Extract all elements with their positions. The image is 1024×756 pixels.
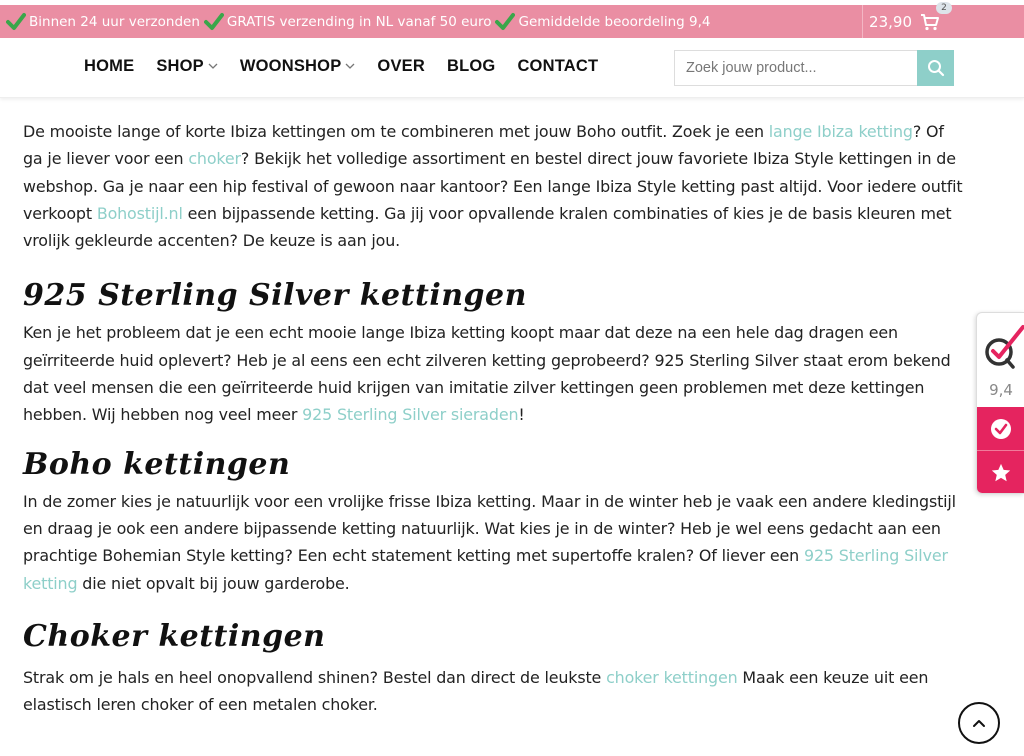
usp-rating (495, 12, 710, 32)
nav-label: WOONSHOP (239, 57, 342, 75)
link-lange-ibiza-ketting[interactable]: lange Ibiza ketting (768, 122, 913, 141)
link-sterling-silver-ketting[interactable]: 925 Sterling Silver ketting (23, 546, 948, 593)
text: Ken je het probleem dat je een echt mooie lange Ibiza ketting koopt maar dat deze na een hele dag dragen een geïrriteerde huid oplevert? Heb je al eens een echt zilveren ketting geprobeerd? 925 Sterling Silver staat erom bekend dat veel mensen die een geïrriteerde huid krijgen van imitatie zilver kettingen geen problemen met deze kettingen hebben. Wij hebben nog veel meer (23, 323, 951, 425)
star-icon (990, 462, 1012, 484)
cart-count-badge: 2 (936, 2, 952, 14)
main-nav (84, 57, 620, 76)
text: ! (518, 405, 525, 425)
cart-total: 23,90 (869, 12, 912, 31)
text: ? Bekijk het volledige assortiment en bestel direct jouw favoriete Ibiza Style kettingen in de webshop. Ga je naar een hip festival of gewoon naar kantoor? Een lange Ibiza Style ketting past altijd. Voor iedere outfit verkoopt (23, 149, 963, 223)
section-paragraph (23, 664, 963, 719)
nav-label: OVER (377, 57, 425, 75)
rating-star-row (977, 451, 1024, 494)
cart-icon (920, 13, 940, 31)
check-icon (6, 12, 26, 32)
section-paragraph (23, 319, 963, 428)
check-icon (495, 12, 515, 32)
main-header (0, 38, 1024, 98)
arrow-up-icon (972, 718, 986, 728)
usp-free-shipping (204, 12, 492, 32)
nav-item-shop[interactable] (156, 57, 218, 76)
section-heading: Choker kettingen (23, 618, 326, 654)
nav-label: SHOP (156, 57, 204, 75)
chevron-down-icon (208, 63, 218, 70)
section-paragraph (23, 488, 963, 597)
text: een bijpassende ketting. Ga jij voor opvallende kralen combinaties of kies je de basis kleuren met vrolijk gekleurde accenten? De keuze is aan jou. (23, 203, 952, 251)
text: Strak om je hals en heel onopvallend shinen? Bestel dan direct de leukste (23, 667, 607, 687)
link-sterling-silver-sieraden[interactable]: 925 Sterling Silver sieraden (302, 405, 519, 425)
main-content (23, 118, 963, 718)
usp-label: Binnen 24 uur verzonden (29, 13, 200, 30)
rating-widget[interactable] (976, 312, 1024, 494)
nav-item-over[interactable] (377, 57, 425, 76)
search-icon (927, 59, 945, 77)
text: ? Of ga je liever voor een (23, 122, 944, 169)
usp-shipping (6, 12, 200, 32)
text: In de zomer kies je natuurlijk voor een vrolijke frisse Ibiza ketting. Maar in de winter heb je vaak een andere kledingstijl en draag je ook een andere bijpassende ketting natuurlijk. Wat kies je in de winter? Heb je wel eens gedacht aan een prachtige Bohemian Style ketting? Een echt statement ketting met supertoffe kralen? Of liever een (23, 491, 956, 566)
section-heading: Boho kettingen (23, 446, 291, 482)
nav-label: CONTACT (517, 57, 599, 75)
nav-label: HOME (84, 57, 135, 75)
chevron-down-icon (345, 63, 355, 70)
usp-label: Gemiddelde beoordeling 9,4 (518, 13, 711, 30)
rating-check-row (977, 407, 1024, 451)
rating-score: 9,4 (989, 381, 1013, 399)
scroll-to-top-button[interactable] (958, 702, 1000, 744)
nav-label: BLOG (446, 57, 496, 75)
check-icon (204, 12, 224, 32)
link-choker[interactable]: choker (188, 149, 241, 169)
search-button[interactable] (917, 50, 954, 86)
link-choker-kettingen[interactable]: choker kettingen (606, 667, 738, 687)
usp-label: GRATIS verzending in NL vanaf 50 euro (226, 13, 492, 30)
text: die niet opvalt bij jouw garderobe. (77, 573, 350, 593)
text: Maak een keuze uit een elastisch leren choker of een metalen choker. (23, 667, 929, 715)
nav-item-contact[interactable] (517, 57, 598, 76)
top-bar (0, 5, 1024, 38)
intro-paragraph (23, 118, 963, 254)
search-input[interactable]: Zoek jouw product... (674, 50, 917, 86)
cart-button[interactable] (862, 5, 960, 38)
nav-item-home[interactable] (84, 57, 134, 76)
rating-widget-top (977, 313, 1024, 407)
nav-item-blog[interactable] (447, 57, 495, 76)
link-bohostijl[interactable]: Bohostijl.nl (96, 203, 183, 223)
check-circle-icon (990, 418, 1012, 440)
text: De mooiste lange of korte Ibiza kettingen om te combineren met jouw Boho outfit. Zoek je een (23, 122, 769, 141)
section-heading: 925 Sterling Silver kettingen (23, 278, 527, 314)
kiyoh-logo-icon (981, 323, 1024, 373)
nav-item-woonshop[interactable] (240, 57, 356, 76)
